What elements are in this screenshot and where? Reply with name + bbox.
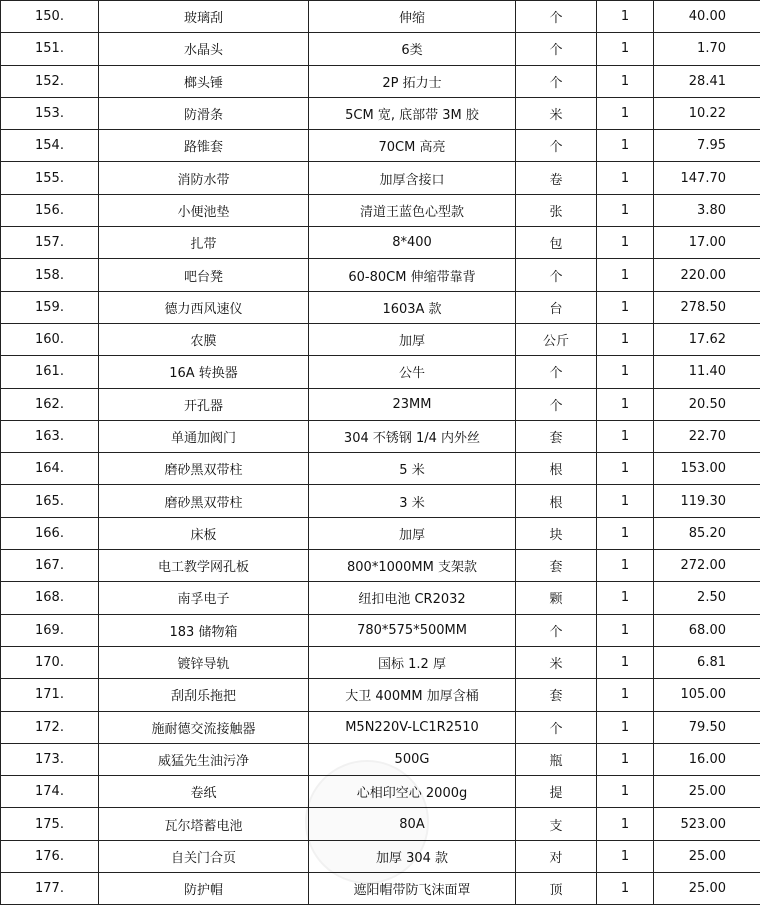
item-quantity: 1 [597,873,654,905]
table-row [1,323,760,355]
item-name: 183 储物箱 [99,614,309,646]
item-quantity: 1 [597,356,654,388]
row-number: 175. [1,808,99,840]
item-spec: 公牛 [309,356,516,388]
item-unit: 公斤 [516,323,597,355]
item-quantity: 1 [597,840,654,872]
item-unit: 个 [516,711,597,743]
item-quantity: 1 [597,453,654,485]
table-row [1,614,760,646]
item-quantity: 1 [597,130,654,162]
item-name: 扎带 [99,227,309,259]
table-row [1,162,760,194]
item-price: 20.50 [654,388,760,420]
price-table-body [1,1,760,905]
table-row [1,356,760,388]
item-price: 153.00 [654,453,760,485]
table-row [1,388,760,420]
item-spec: M5N220V-LC1R2510 [309,711,516,743]
item-name: 开孔器 [99,388,309,420]
item-unit: 个 [516,614,597,646]
item-name: 单通加阀门 [99,420,309,452]
table-row [1,130,760,162]
item-price: 11.40 [654,356,760,388]
item-price: 22.70 [654,420,760,452]
item-spec: 纽扣电池 CR2032 [309,582,516,614]
item-spec: 伸缩 [309,1,516,33]
item-quantity: 1 [597,743,654,775]
item-spec: 8*400 [309,227,516,259]
row-number: 170. [1,646,99,678]
item-quantity: 1 [597,420,654,452]
item-spec: 2P 拓力士 [309,65,516,97]
item-unit: 个 [516,1,597,33]
item-price: 272.00 [654,550,760,582]
item-unit: 根 [516,485,597,517]
item-unit: 个 [516,259,597,291]
item-spec: 心相印空心 2000g [309,776,516,808]
item-spec: 6类 [309,33,516,65]
item-price: 105.00 [654,679,760,711]
row-number: 177. [1,873,99,905]
item-unit: 台 [516,291,597,323]
item-name: 施耐德交流接触器 [99,711,309,743]
row-number: 172. [1,711,99,743]
item-name: 自关门合页 [99,840,309,872]
table-row [1,840,760,872]
item-price: 25.00 [654,873,760,905]
item-price: 7.95 [654,130,760,162]
table-row [1,65,760,97]
item-price: 6.81 [654,646,760,678]
row-number: 171. [1,679,99,711]
item-quantity: 1 [597,194,654,226]
table-row [1,291,760,323]
item-spec: 大卫 400MM 加厚含桶 [309,679,516,711]
item-quantity: 1 [597,614,654,646]
item-unit: 套 [516,420,597,452]
item-price: 17.62 [654,323,760,355]
table-row [1,679,760,711]
row-number: 160. [1,323,99,355]
row-number: 156. [1,194,99,226]
item-name: 南孚电子 [99,582,309,614]
item-unit: 颗 [516,582,597,614]
item-price: 10.22 [654,97,760,129]
table-row [1,33,760,65]
item-unit: 个 [516,356,597,388]
table-row [1,873,760,905]
item-spec: 5 米 [309,453,516,485]
item-name: 吧台凳 [99,259,309,291]
item-spec: 5CM 宽, 底部带 3M 胶 [309,97,516,129]
table-row [1,517,760,549]
item-quantity: 1 [597,227,654,259]
item-name: 水晶头 [99,33,309,65]
item-quantity: 1 [597,323,654,355]
item-name: 德力西风速仪 [99,291,309,323]
item-spec: 1603A 款 [309,291,516,323]
item-spec: 国标 1.2 厚 [309,646,516,678]
item-unit: 包 [516,227,597,259]
item-price: 25.00 [654,840,760,872]
table-row [1,776,760,808]
item-name: 榔头锤 [99,65,309,97]
item-quantity: 1 [597,33,654,65]
item-quantity: 1 [597,679,654,711]
item-quantity: 1 [597,388,654,420]
table-row [1,227,760,259]
item-unit: 套 [516,679,597,711]
item-price: 1.70 [654,33,760,65]
item-name: 电工教学网孔板 [99,550,309,582]
table-row [1,550,760,582]
item-spec: 遮阳帽带防飞沫面罩 [309,873,516,905]
item-spec: 780*575*500MM [309,614,516,646]
item-name: 威猛先生油污净 [99,743,309,775]
item-price: 147.70 [654,162,760,194]
item-name: 卷纸 [99,776,309,808]
item-spec: 60-80CM 伸缩带靠背 [309,259,516,291]
item-spec: 500G [309,743,516,775]
item-quantity: 1 [597,808,654,840]
item-name: 瓦尔塔蓄电池 [99,808,309,840]
item-price: 28.41 [654,65,760,97]
table-row [1,259,760,291]
item-price: 16.00 [654,743,760,775]
item-unit: 根 [516,453,597,485]
item-name: 小便池垫 [99,194,309,226]
table-row [1,1,760,33]
item-price: 2.50 [654,582,760,614]
item-name: 农膜 [99,323,309,355]
item-name: 路锥套 [99,130,309,162]
item-unit: 提 [516,776,597,808]
item-price: 85.20 [654,517,760,549]
item-unit: 个 [516,65,597,97]
row-number: 151. [1,33,99,65]
item-quantity: 1 [597,711,654,743]
item-unit: 套 [516,550,597,582]
row-number: 167. [1,550,99,582]
item-name: 磨砂黑双带柱 [99,485,309,517]
item-quantity: 1 [597,291,654,323]
item-spec: 加厚 [309,323,516,355]
item-quantity: 1 [597,1,654,33]
item-unit: 张 [516,194,597,226]
item-quantity: 1 [597,65,654,97]
item-price: 523.00 [654,808,760,840]
row-number: 162. [1,388,99,420]
row-number: 154. [1,130,99,162]
item-quantity: 1 [597,97,654,129]
item-spec: 304 不锈钢 1/4 内外丝 [309,420,516,452]
row-number: 153. [1,97,99,129]
item-price: 79.50 [654,711,760,743]
item-unit: 支 [516,808,597,840]
item-unit: 卷 [516,162,597,194]
item-unit: 个 [516,33,597,65]
row-number: 155. [1,162,99,194]
item-spec: 加厚含接口 [309,162,516,194]
row-number: 165. [1,485,99,517]
item-spec: 23MM [309,388,516,420]
table-row [1,97,760,129]
item-quantity: 1 [597,776,654,808]
item-unit: 顶 [516,873,597,905]
item-name: 消防水带 [99,162,309,194]
item-price: 220.00 [654,259,760,291]
item-unit: 块 [516,517,597,549]
item-quantity: 1 [597,550,654,582]
item-name: 床板 [99,517,309,549]
item-name: 玻璃刮 [99,1,309,33]
item-name: 防滑条 [99,97,309,129]
item-spec: 清道王蓝色心型款 [309,194,516,226]
item-quantity: 1 [597,485,654,517]
item-spec: 80A [309,808,516,840]
item-price: 3.80 [654,194,760,226]
item-spec: 加厚 304 款 [309,840,516,872]
row-number: 159. [1,291,99,323]
table-row [1,646,760,678]
table-row [1,808,760,840]
row-number: 173. [1,743,99,775]
item-unit: 瓶 [516,743,597,775]
row-number: 163. [1,420,99,452]
item-name: 16A 转换器 [99,356,309,388]
table-row [1,485,760,517]
table-row [1,420,760,452]
table-row [1,582,760,614]
item-quantity: 1 [597,259,654,291]
item-price: 17.00 [654,227,760,259]
table-row [1,453,760,485]
item-name: 镀锌导轨 [99,646,309,678]
item-price: 40.00 [654,1,760,33]
item-name: 磨砂黑双带柱 [99,453,309,485]
item-price: 278.50 [654,291,760,323]
item-unit: 对 [516,840,597,872]
row-number: 169. [1,614,99,646]
row-number: 161. [1,356,99,388]
item-spec: 70CM 高亮 [309,130,516,162]
item-name: 防护帽 [99,873,309,905]
item-price: 25.00 [654,776,760,808]
item-unit: 个 [516,388,597,420]
item-name: 刮刮乐拖把 [99,679,309,711]
item-quantity: 1 [597,646,654,678]
item-price: 119.30 [654,485,760,517]
item-price: 68.00 [654,614,760,646]
table-row [1,194,760,226]
row-number: 158. [1,259,99,291]
row-number: 166. [1,517,99,549]
item-quantity: 1 [597,162,654,194]
item-spec: 加厚 [309,517,516,549]
table-row [1,711,760,743]
item-spec: 3 米 [309,485,516,517]
item-spec: 800*1000MM 支架款 [309,550,516,582]
row-number: 168. [1,582,99,614]
item-unit: 米 [516,97,597,129]
row-number: 164. [1,453,99,485]
row-number: 157. [1,227,99,259]
table-row [1,743,760,775]
row-number: 152. [1,65,99,97]
item-unit: 米 [516,646,597,678]
row-number: 150. [1,1,99,33]
row-number: 174. [1,776,99,808]
item-quantity: 1 [597,582,654,614]
item-unit: 个 [516,130,597,162]
item-quantity: 1 [597,517,654,549]
row-number: 176. [1,840,99,872]
